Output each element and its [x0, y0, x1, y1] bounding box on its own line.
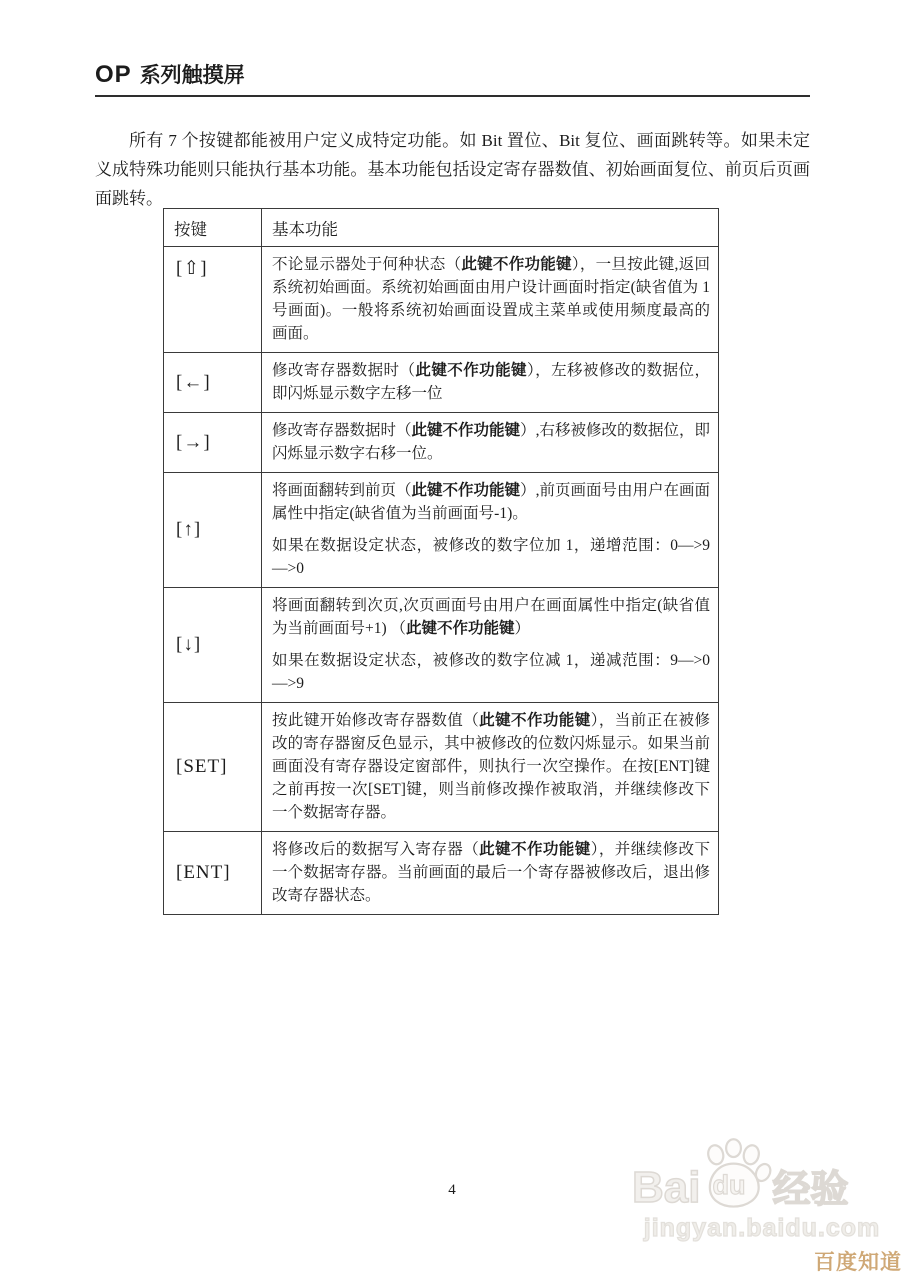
baidu-logo-text-du: du: [712, 1170, 746, 1200]
key-label: [SET]: [164, 703, 262, 832]
description-paragraph: 将画面翻转到次页,次页画面号由用户在画面属性中指定(缺省值为当前画面号+1) （此键不作功能键）: [272, 597, 710, 637]
baidu-logo-text-bai: Bai: [632, 1163, 701, 1212]
baidu-logo: [632, 1138, 892, 1210]
function-description: [262, 413, 719, 473]
key-label: [←]: [164, 353, 262, 413]
function-description: [262, 703, 719, 832]
key-function-table: [163, 208, 719, 915]
description-paragraph: 将画面翻转到前页（此键不作功能键）,前页画面号由用户在画面属性中指定(缺省值为当前画面号-1)。: [272, 482, 710, 522]
table-header-row: [164, 209, 719, 247]
function-description: [262, 353, 719, 413]
description-paragraph: 不论显示器处于何种状态（此键不作功能键），一旦按此键,返回系统初始画面。系统初始画面由用户设计画面时指定(缺省值为 1 号画面)。一般将系统初始画面设置成主菜单或使用频度最高的画面。: [272, 256, 710, 342]
key-label: [↓]: [164, 588, 262, 703]
key-table-body: [164, 247, 719, 915]
title-brand: OP: [95, 61, 132, 88]
description-paragraph: 将修改后的数据写入寄存器（此键不作功能键），并继续修改下一个数据寄存器。当前画面的最后一个寄存器被修改后，退出修改寄存器状态。: [272, 841, 710, 904]
function-description: [262, 247, 719, 353]
description-paragraph: 如果在数据设定状态，被修改的数字位减 1，递减范围：9—>0—>9: [272, 652, 710, 692]
key-label: [→]: [164, 413, 262, 473]
table-row: [164, 832, 719, 915]
description-paragraph: 修改寄存器数据时（此键不作功能键），左移被修改的数据位，即闪烁显示数字左移一位: [272, 362, 710, 402]
page-number: 4: [448, 1182, 456, 1198]
table-row: [164, 473, 719, 588]
page-header: [95, 60, 810, 97]
table-row: [164, 703, 719, 832]
baidu-paw-icon: [698, 1138, 772, 1210]
key-label: [⇧]: [164, 247, 262, 353]
column-header-key: 按键: [164, 209, 262, 247]
function-description: [262, 473, 719, 588]
function-description: [262, 832, 719, 915]
title-text: 系列触摸屏: [139, 63, 245, 87]
description-paragraph: 按此键开始修改寄存器数值（此键不作功能键），当前正在被修改的寄存器窗反色显示，其中被修改的位数闪烁显示。如果当前画面没有寄存器设定窗部件，则执行一次空操作。在按[ENT]键之前再按一次[SET]键，则当前修改操作被取消，并继续修改下一个数据寄存器。: [272, 712, 710, 821]
baidu-logo-text-jingyan: 经验: [772, 1169, 849, 1211]
description-paragraph: 修改寄存器数据时（此键不作功能键）,右移被修改的数据位，即闪烁显示数字右移一位。: [272, 422, 710, 462]
intro-paragraph: 所有 7 个按键都能被用户定义成特定功能。如 Bit 置位、Bit 复位、画面跳转等。如果未定义成特殊功能则只能执行基本功能。基本功能包括设定寄存器数值、初始画面复位、前页后页画面跳转。: [95, 131, 810, 208]
key-label: [↑]: [164, 473, 262, 588]
description-paragraph: 如果在数据设定状态，被修改的数字位加 1，递增范围：0—>9—>0: [272, 537, 710, 577]
function-description: [262, 588, 719, 703]
baidu-zhidao-badge: 百度知道: [814, 1251, 902, 1274]
page-title: [95, 60, 810, 90]
baidu-watermark: [632, 1138, 892, 1243]
table-row: [164, 413, 719, 473]
header-divider: [95, 95, 810, 97]
column-header-function: 基本功能: [262, 209, 719, 247]
key-label: [ENT]: [164, 832, 262, 915]
table-row: [164, 588, 719, 703]
table-row: [164, 353, 719, 413]
table-row: [164, 247, 719, 353]
baidu-watermark-url: jingyan.baidu.com: [643, 1214, 881, 1242]
